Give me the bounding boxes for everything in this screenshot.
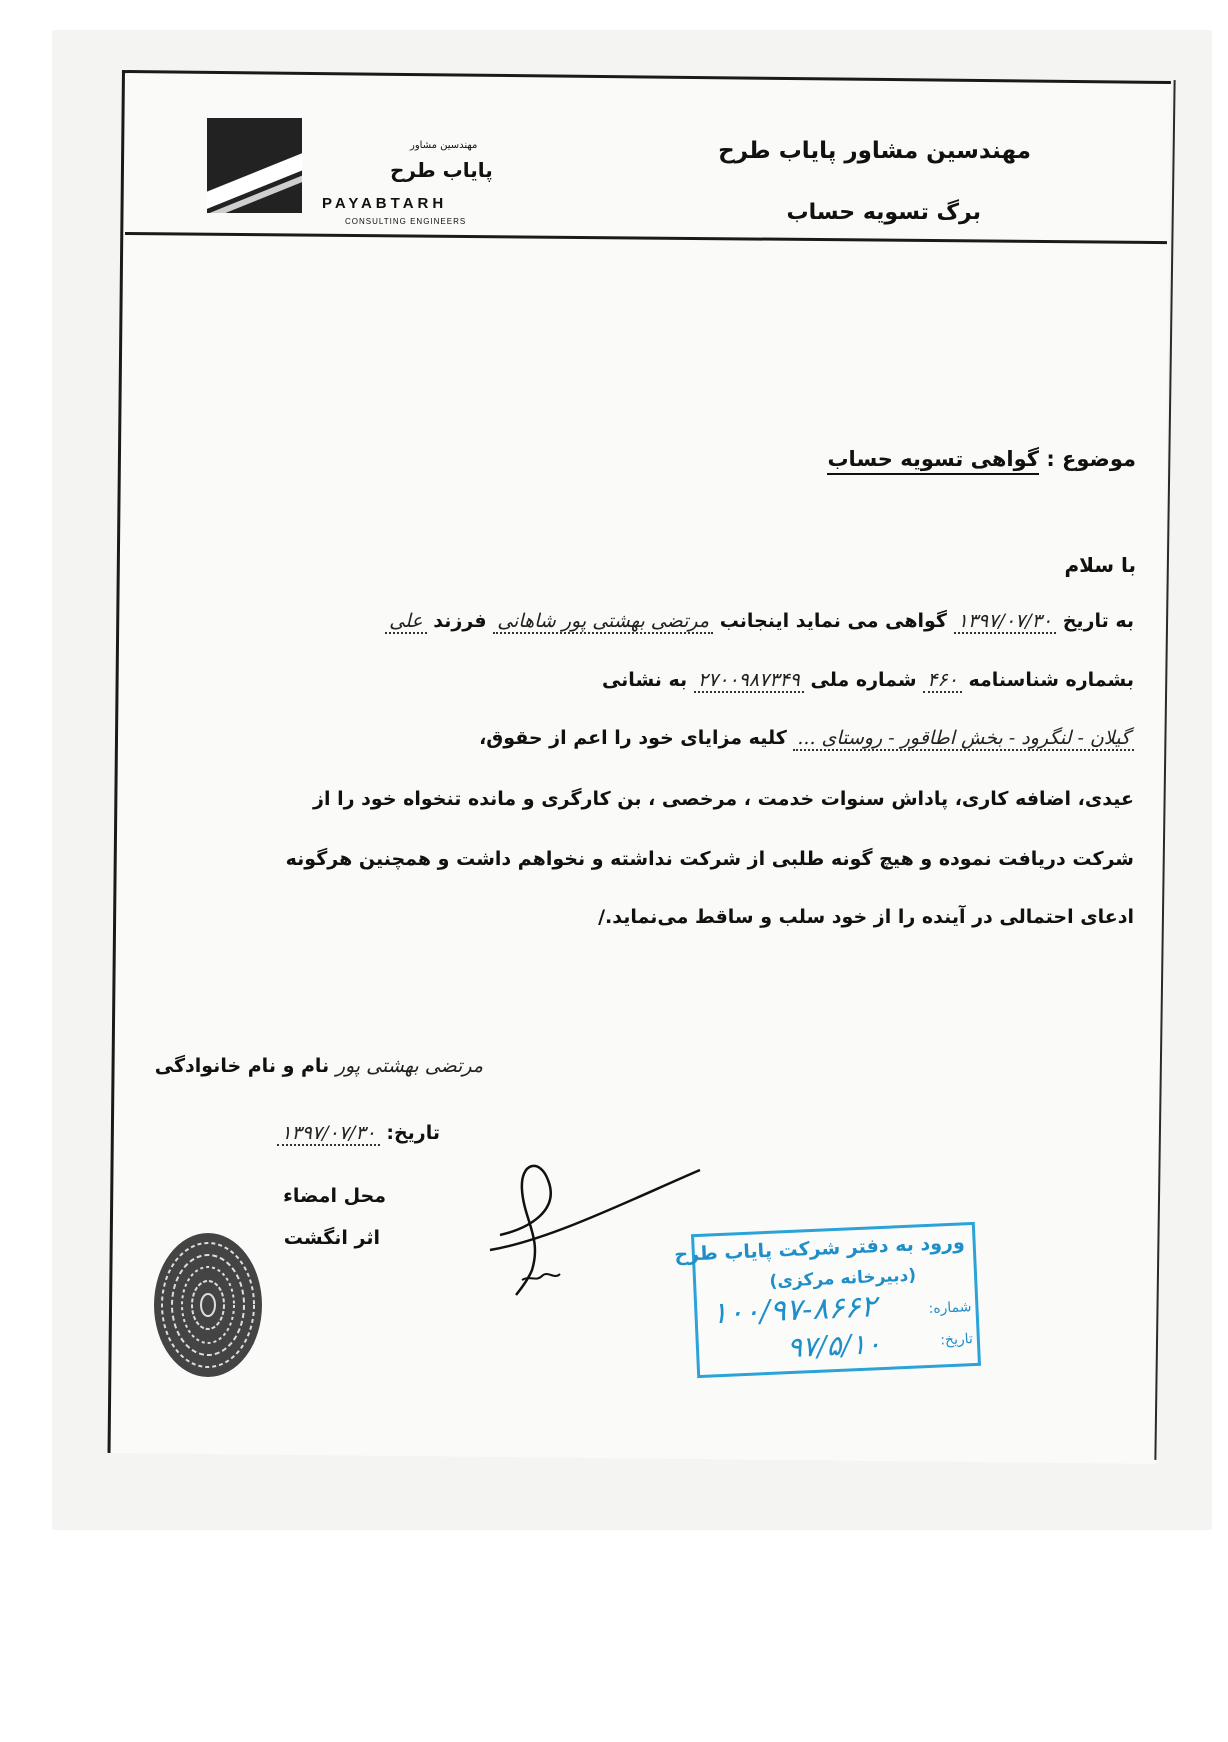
subject-line	[827, 447, 1136, 471]
signer-name: مرتضی بهشتی پور	[335, 1055, 483, 1077]
father-name-field: علی	[385, 610, 426, 634]
fingerprint-label: اثر انگشت	[283, 1227, 380, 1249]
national-id-field: ۲۷۰۰۹۸۷۳۴۹	[694, 669, 804, 693]
signature-place-label: محل امضاء	[283, 1185, 386, 1207]
company-logo-icon	[207, 118, 302, 213]
logo-fa-caption: مهندسین مشاور	[410, 140, 478, 151]
stamp-date-value: ۹۷/۵/۱۰	[786, 1327, 882, 1365]
form-title: برگ تسویه حساب	[786, 200, 981, 225]
address-field: گیلان - لنگرود - بخش اطاقور - روستای ...	[793, 727, 1134, 751]
stamp-date-label: تاریخ:	[939, 1331, 974, 1349]
name-label: نام و نام خانوادگی	[154, 1055, 330, 1077]
body-text: گواهی می نماید اینجانب	[719, 610, 947, 632]
stamp-number-label: شماره:	[928, 1299, 972, 1317]
signature-icon	[470, 1140, 710, 1300]
body-line-6: ادعای احتمالی در آینده را از خود سلب و ساقط می‌نماید./	[598, 906, 1134, 928]
body-line-4: عیدی، اضافه کاری، پاداش سنوات خدمت ، مرخصی ، بن کارگری و مانده تنخواه خود را از	[313, 788, 1134, 810]
fingerprint-icon	[150, 1230, 265, 1380]
body-text: به نشانی	[601, 669, 688, 691]
date-row	[277, 1122, 440, 1144]
logo-en-caption: CONSULTING ENGINEERS	[345, 217, 467, 226]
stamp-number-value: ۱۰۰/۹۷-۸۶۶۲	[710, 1289, 878, 1332]
name-row	[155, 1055, 483, 1077]
body-line-2	[602, 669, 1134, 691]
registry-stamp	[673, 1222, 981, 1378]
full-name-field: مرتضی بهشتی پور شاهانی	[493, 610, 713, 634]
body-line-3	[479, 727, 1134, 749]
body-line-5: شرکت دریافت نموده و هیچ گونه طلبی از شرکت نداشته و نخواهم داشت و همچنین هرگونه	[285, 848, 1134, 870]
logo-fa-name: پایاب طرح	[390, 158, 493, 182]
body-line-1	[385, 610, 1134, 632]
body-text: کلیه مزایای خود را اعم از حقوق،	[479, 727, 787, 749]
stamp-subtitle: (دبیرخانه مرکزی)	[769, 1265, 917, 1292]
subject-value: گواهی تسویه حساب	[827, 447, 1039, 475]
birth-certificate-number-field: ۴۶۰	[923, 669, 962, 693]
body-text: بشماره شناسنامه	[968, 669, 1134, 691]
body-text: به تاریخ	[1062, 610, 1134, 632]
company-title: مهندسین مشاور پایاب طرح	[718, 138, 1031, 164]
greeting: با سلام	[1064, 553, 1136, 577]
subject-label: موضوع :	[1046, 447, 1136, 471]
logo-en-name: PAYABTARH	[322, 195, 448, 212]
body-text: فرزند	[433, 610, 487, 632]
body-text: شماره ملی	[810, 669, 917, 691]
stamp-title: ورود به دفتر شرکت پایاب طرح	[673, 1231, 966, 1266]
sign-date-value: ۱۳۹۷/۰۷/۳۰	[277, 1122, 379, 1146]
date-field: ۱۳۹۷/۰۷/۳۰	[954, 610, 1056, 634]
date-label: تاریخ:	[386, 1122, 440, 1144]
